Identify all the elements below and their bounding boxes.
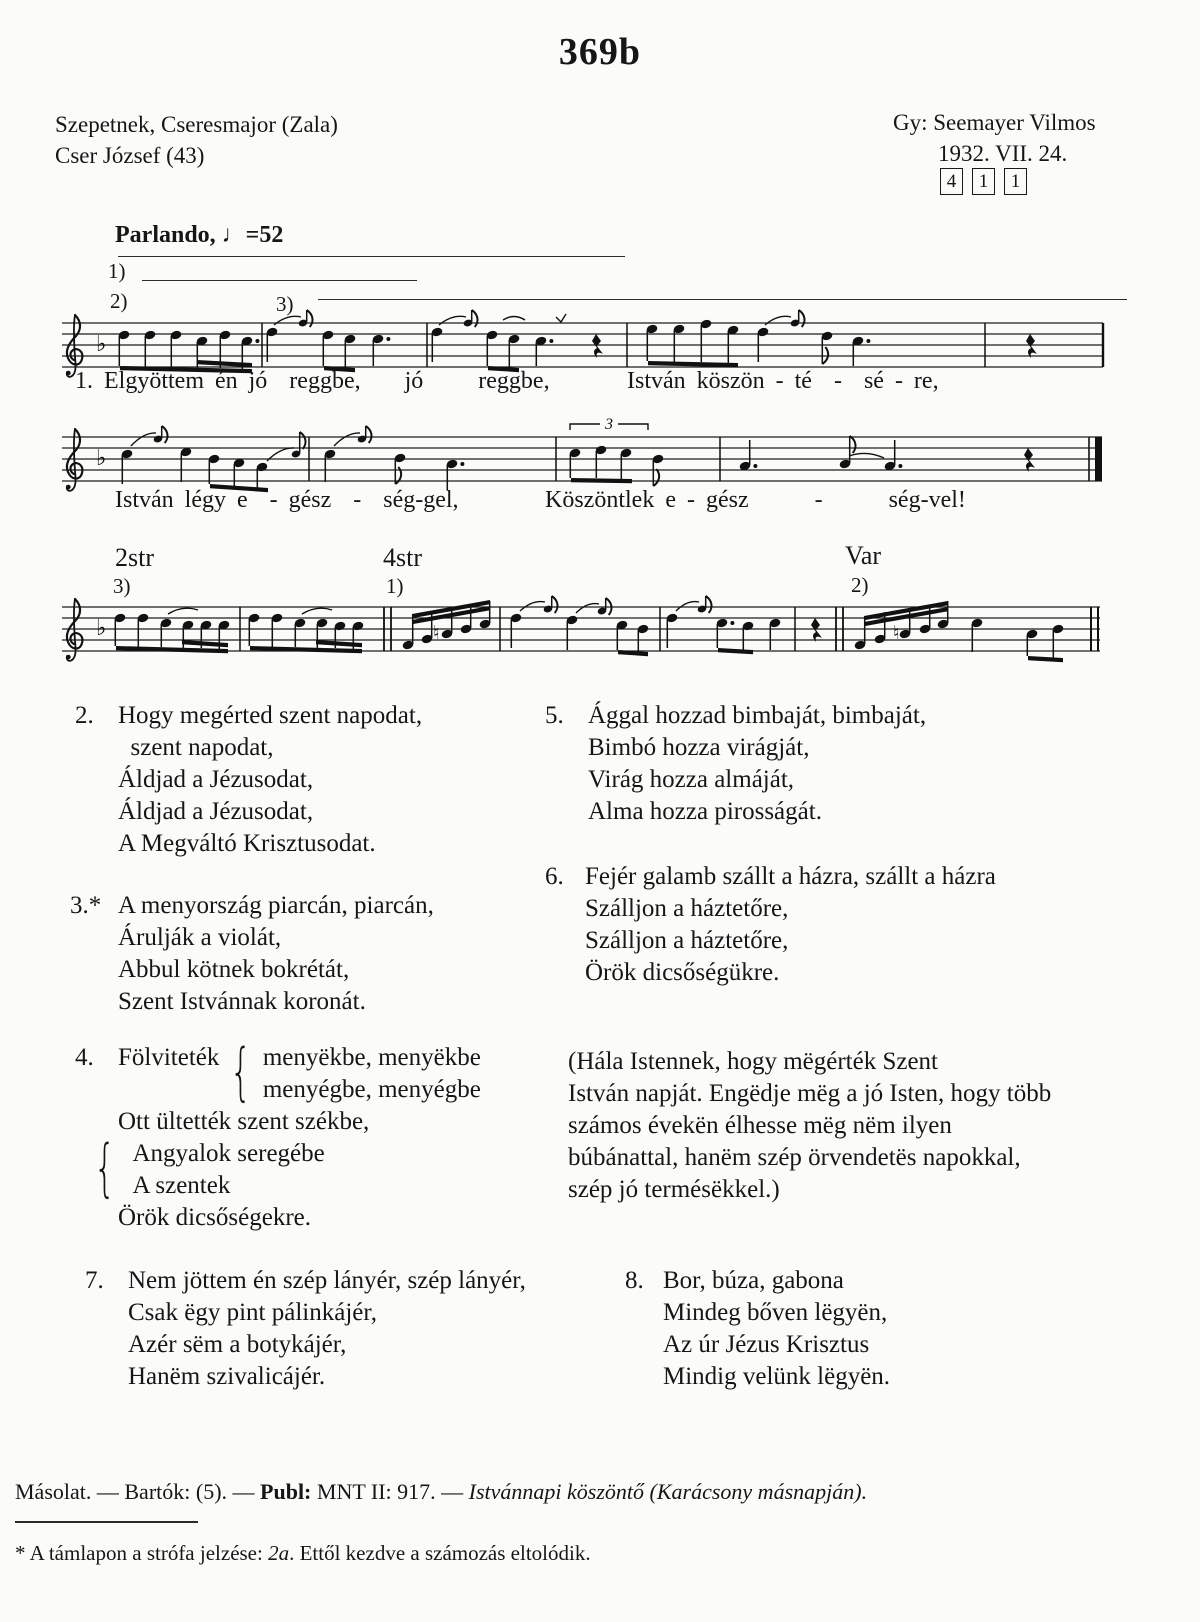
verse-line: Az úr Jézus Krisztus — [663, 1331, 870, 1358]
section-mark-2str: 3) — [113, 574, 131, 598]
verse-line: A szentek — [132, 1172, 231, 1199]
staff1-lyrics-a: 1. Elgyöttem én jó reggbe, jó reggbe, — [75, 368, 550, 394]
catalog-boxes — [940, 168, 1036, 195]
svg-text:3: 3 — [605, 416, 613, 433]
catalog-box-digit: 1 — [1004, 168, 1027, 195]
verse-line: Hanëm szivalicájér. — [128, 1363, 326, 1390]
note-line: búbánattal, hanëm szép örvendetës napokkal, — [568, 1144, 1021, 1171]
header-informant: Cser József (43) — [55, 143, 205, 168]
staff1-lyrics-b: István köszön - té - sé - re, — [627, 368, 939, 394]
catalog-box-digit: 4 — [940, 168, 963, 195]
verse-line: Virág hozza almáját, — [588, 766, 795, 793]
verse-number: 4. — [75, 1044, 94, 1071]
verse-number: 5. — [545, 702, 564, 729]
verse-8 — [625, 1265, 890, 1393]
variant-mark-2: 2) — [110, 289, 128, 313]
variant-line-b — [142, 280, 417, 281]
header-collector: Gy: Seemayer Vilmos — [893, 110, 1096, 135]
staff2-lyrics-b: Köszöntlek e - gész - ség-vel! — [545, 487, 966, 513]
variant-line-a — [118, 256, 625, 257]
verse-line: Alma hozza pirosságát. — [588, 798, 822, 825]
verse-line: A menyország piarcán, piarcán, — [118, 892, 434, 919]
verse-4 — [75, 1035, 481, 1234]
footer-part2: MNT II: 917. — — [311, 1479, 469, 1504]
verse-2 — [75, 700, 422, 860]
verse-line: Árulják a violát, — [118, 924, 282, 951]
brace-glyph: { — [93, 1131, 116, 1204]
verse-line: Szent Istvánnak koronát. — [118, 988, 366, 1015]
svg-text:♭: ♭ — [96, 446, 107, 471]
verse-5 — [545, 700, 926, 828]
variant-line-c — [318, 299, 1127, 300]
footnote-rule — [15, 1521, 198, 1523]
verse-note — [568, 1046, 1051, 1206]
note-line: (Hála Istennek, hogy mëgérték Szent — [568, 1048, 939, 1075]
verse-line: Nem jöttem én szép lányér, szép lányér, — [128, 1267, 526, 1294]
svg-text:♭: ♭ — [96, 616, 107, 641]
verse-line: Bor, búza, gabona — [663, 1267, 844, 1294]
footer-song-title: Istvánnapi köszöntő (Karácsony másnapján). — [468, 1479, 868, 1504]
section-label-4str: 4str — [383, 543, 422, 572]
staff-3 — [0, 592, 1200, 672]
header-date: 1932. VII. 24. — [938, 141, 1068, 166]
section-mark-var: 2) — [851, 573, 869, 597]
verse-line: Mindig velünk lëgyën. — [663, 1363, 891, 1390]
verse-line: szent napodat, — [118, 734, 274, 761]
verse-line: Csak ëgy pint pálinkájér, — [128, 1299, 377, 1326]
verse-line: Örök dicsőségekre. — [118, 1204, 311, 1231]
variant-mark-3: 3) — [276, 292, 294, 316]
verse-line: Fejér galamb szállt a házra, szállt a házra — [585, 863, 996, 890]
verse-line: Ott ültették szent székbe, — [118, 1108, 370, 1135]
footer-publ-label: Publ: — [260, 1479, 312, 1504]
header-location: Szepetnek, Cseresmajor (Zala) — [55, 112, 338, 137]
section-label-var: Var — [845, 541, 882, 570]
svg-text:♮: ♮ — [433, 622, 440, 644]
verse-line: Örök dicsőségükre. — [585, 959, 780, 986]
page-title: 369b — [558, 31, 642, 73]
verse-line: Ággal hozzad bimbaját, bimbaját, — [588, 702, 927, 729]
note-line: szép jó termésëkkel.) — [568, 1176, 780, 1203]
verse-number: 6. — [545, 863, 564, 890]
verse-line: A Megváltó Krisztusodat. — [118, 830, 376, 857]
variant-mark-1: 1) — [108, 259, 126, 283]
verse-number: 3.* — [70, 892, 102, 919]
section-label-2str: 2str — [115, 543, 154, 572]
footer-citation — [15, 1479, 867, 1505]
verse-line: Szálljon a háztetőre, — [585, 927, 789, 954]
verse-line: menyégbe, menyégbe — [262, 1076, 481, 1103]
brace-glyph: { — [230, 1035, 252, 1108]
note-line: István napját. Engëdje mëg a jó Isten, hogy több — [568, 1080, 1052, 1107]
catalog-box-digit: 1 — [972, 168, 995, 195]
verse-line: Abbul kötnek bokrétát, — [118, 956, 350, 983]
footnote-part1: * A támlapon a strófa jelzése: — [15, 1541, 269, 1565]
footnote-part2: . Ettől kezdve a számozás eltolódik. — [289, 1541, 591, 1565]
verse-line: menyëkbe, menyëkbe — [262, 1044, 481, 1071]
tempo-marking: Parlando, ♩=52 — [115, 222, 284, 248]
svg-text:♮: ♮ — [893, 622, 900, 644]
note-line: számos évekën élhesse mëg nëm ilyen — [568, 1112, 952, 1139]
verse-7 — [85, 1265, 526, 1393]
footnote — [15, 1541, 591, 1566]
verse-6 — [545, 861, 996, 989]
verse-3 — [70, 890, 434, 1018]
verse-line: Azér sëm a botykájér, — [128, 1331, 347, 1358]
verse-number: 2. — [75, 702, 94, 729]
verse-line: Áldjad a Jézusodat, — [118, 798, 314, 825]
verse-line: Mindeg bőven lëgyën, — [663, 1299, 888, 1326]
verse-line: Szálljon a háztetőre, — [585, 895, 789, 922]
staff2-lyrics-a: István légy e - gész - ség-gel, — [115, 487, 459, 513]
verse-line: Fölviteték — [118, 1044, 220, 1071]
verse-line: Bimbó hozza virágját, — [588, 734, 810, 761]
verse-line: Áldjad a Jézusodat, — [118, 766, 314, 793]
section-mark-4str: 1) — [386, 574, 404, 598]
verse-number: 7. — [85, 1267, 104, 1294]
footnote-strophe-mark: 2a — [268, 1541, 290, 1565]
verse-number: 8. — [625, 1267, 644, 1294]
svg-text:♭: ♭ — [96, 332, 107, 357]
footer-part1: Másolat. — Bartók: (5). — — [15, 1479, 261, 1504]
verse-line: Angyalok seregébe — [132, 1140, 325, 1167]
verse-line: Hogy megérted szent napodat, — [118, 702, 423, 729]
